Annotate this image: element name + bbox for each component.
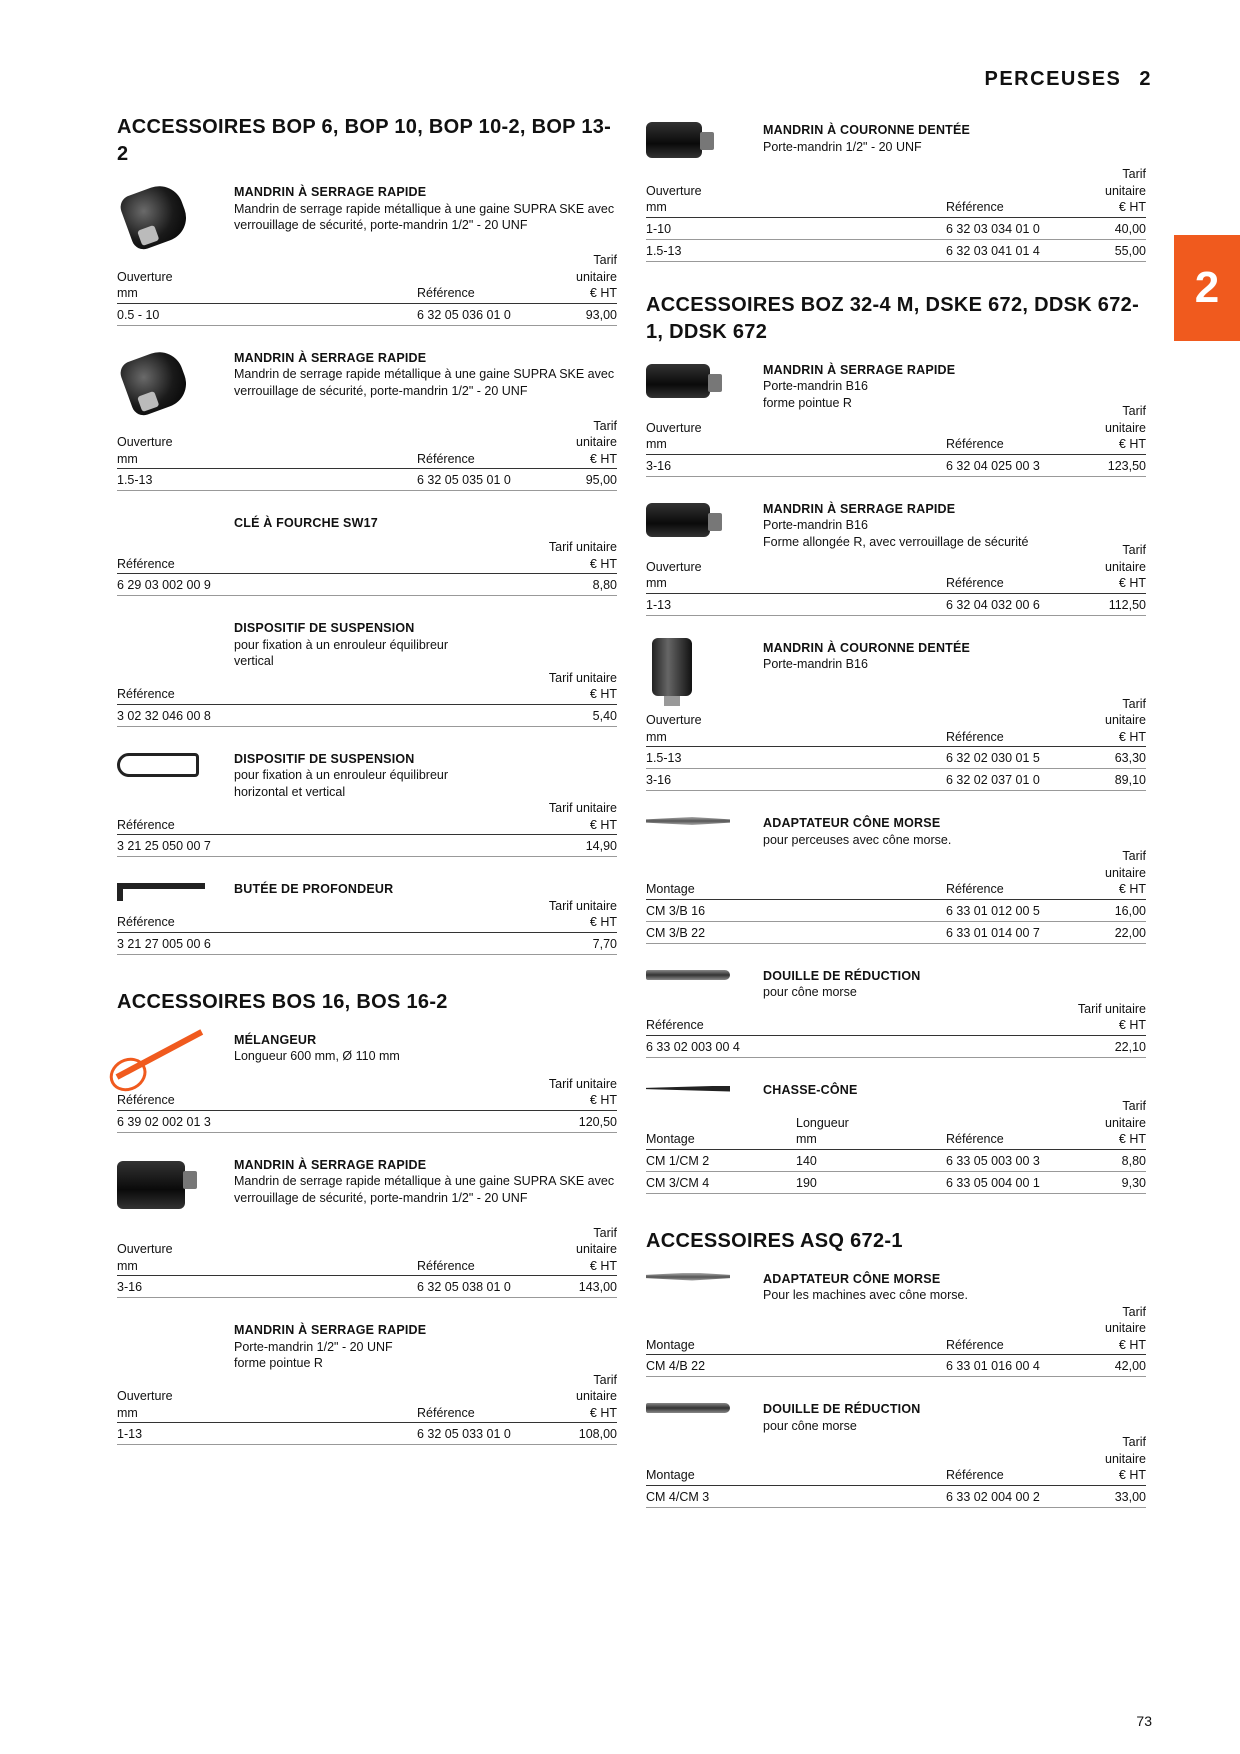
price-table: Montage Référence Tarif unitaire € HT CM 3/B 16 6 33 01 012 00 5 16,00 CM 3/B 22 6 33 01 014 00 7 22,00 [646,848,1146,944]
product-quick-chuck [646,360,1146,477]
price-table: Ouverture mm Référence Tarif unitaire € HT 1.5-13 6 32 05 035 01 0 95,00 [117,418,617,492]
price-table: Ouverture mm Référence Tarif unitaire € HT 3-16 6 32 05 038 01 0 143,00 [117,1225,617,1299]
price-table: Montage Longueur mm Référence Tarif unitaire € HT CM 1/CM 2 140 6 33 05 003 00 3 8,80 CM 3/CM 4 190 6 33 05 004 00 1 9,30 [646,1098,1146,1194]
product-name: MANDRIN À SERRAGE RAPIDE [234,1157,427,1172]
table-row: 1-13 6 32 05 033 01 0 108,00 [117,1423,617,1445]
product-name: DISPOSITIF DE SUSPENSION [234,751,415,766]
product-desc: pour cône morse [763,985,857,999]
product-depth-stop [117,879,617,955]
table-row: CM 3/B 22 6 33 01 014 00 7 22,00 [646,921,1146,943]
price-table: Référence Tarif unitaire € HT 3 21 25 050 00 7 14,90 [117,800,617,857]
price-table: Référence Tarif unitaire € HT 6 33 02 003 00 4 22,10 [646,1001,1146,1058]
section-title: ACCESSOIRES ASQ 672-1 [646,1229,903,1252]
product-quick-chuck [646,499,1146,616]
table-row: 6 29 03 002 00 9 8,80 [117,574,617,596]
product-quick-chuck [117,348,617,492]
product-desc: Porte-mandrin B16 [763,518,868,532]
table-row: 1.5-13 6 32 05 035 01 0 95,00 [117,469,617,491]
table-row: 3 21 25 050 00 7 14,90 [117,835,617,857]
table-row: 6 39 02 002 01 3 120,50 [117,1110,617,1132]
product-name: CLÉ À FOURCHE SW17 [234,516,378,530]
product-desc: forme pointue R [763,395,852,410]
table-row: CM 3/CM 4 190 6 33 05 004 00 1 9,30 [646,1171,1146,1193]
product-desc: pour cône morse [763,1418,857,1433]
header-chapter: 2 [1139,68,1152,90]
product-desc: pour fixation à un enrouleur équilibreur horizontal et vertical [234,768,449,799]
drift-icon [646,1080,763,1098]
product-drift [646,1080,1146,1194]
product-reduction-sleeve [646,966,1146,1058]
price-table: Référence Tarif unitaire € HT 3 21 27 005 00 6 7,70 [117,898,617,955]
product-desc: Mandrin de serrage rapide métallique à une gaine SUPRA SKE avec verrouillage de sécurité, porte-mandrin 1/2" - 20 UNF [234,367,615,398]
price-table: Ouverture mm Référence Tarif unitaire € HT 1-10 6 32 03 034 01 0 40,00 1.5-13 6 32 03 041 01 4 55,00 [646,166,1146,262]
chuck-icon [646,499,763,549]
table-row: 6 33 02 003 00 4 22,10 [646,1035,1146,1057]
right-column [646,120,1146,1530]
product-morse-adapter [646,1269,1146,1378]
section-title: ACCESSOIRES BOP 6, BOP 10, BOP 10-2, BOP 13-2 [117,116,612,165]
table-row: 3-16 6 32 05 038 01 0 143,00 [117,1276,617,1298]
table-row: 3-16 6 32 04 025 00 3 123,50 [646,454,1146,476]
chuck-icon [117,348,234,418]
product-desc: Mandrin de serrage rapide métallique à une gaine SUPRA SKE avec verrouillage de sécurité, porte-mandrin 1/2" - 20 UNF [234,1174,615,1205]
product-mixer [117,1030,617,1133]
table-row: 0.5 - 10 6 32 05 036 01 0 93,00 [117,303,617,325]
chuck-icon [117,182,234,252]
product-reduction-sleeve [646,1399,1146,1508]
table-row: 3 02 32 046 00 8 5,40 [117,704,617,726]
product-name: DOUILLE DE RÉDUCTION [763,968,921,983]
price-table: Ouverture mm Référence Tarif unitaire € HT 1.5-13 6 32 02 030 01 5 63,30 3-16 6 32 02 037 01 0 89,10 [646,696,1146,792]
product-quick-chuck [117,1155,617,1299]
sleeve-icon [646,1399,763,1425]
table-row: CM 4/B 22 6 33 01 016 00 4 42,00 [646,1355,1146,1377]
table-row: CM 3/B 16 6 33 01 012 00 5 16,00 [646,899,1146,921]
product-desc: Longueur 600 mm, Ø 110 mm [234,1049,400,1063]
price-table: Montage Référence Tarif unitaire € HT CM 4/B 22 6 33 01 016 00 4 42,00 [646,1304,1146,1378]
product-desc: pour fixation à un enrouleur équilibreur vertical [234,637,449,668]
geared-chuck-icon [646,638,763,696]
morse-adapter-icon [646,813,763,839]
product-desc: Pour les machines avec cône morse. [763,1288,968,1302]
product-quick-chuck [117,182,617,326]
product-name: BUTÉE DE PROFONDEUR [234,882,394,896]
product-name: MANDRIN À SERRAGE RAPIDE [234,185,427,199]
price-table: Ouverture mm Référence Tarif unitaire € HT 0.5 - 10 6 32 05 036 01 0 93,00 [117,252,617,326]
table-row: 1-10 6 32 03 034 01 0 40,00 [646,217,1146,239]
product-morse-adapter [646,813,1146,944]
price-table: Montage Référence Tarif unitaire € HT CM 4/CM 3 6 33 02 004 00 2 33,00 [646,1434,1146,1508]
product-name: CHASSE-CÔNE [763,1082,858,1097]
chuck-icon [646,360,763,410]
product-name: MANDRIN À SERRAGE RAPIDE [234,350,427,365]
product-quick-chuck [117,1320,617,1445]
depth-stop-icon [117,879,234,897]
price-table: Ouverture mm Référence Tarif unitaire € HT 3-16 6 32 04 025 00 3 123,50 [646,403,1146,477]
product-name: MANDRIN À COURONNE DENTÉE [763,640,971,655]
table-row: 1.5-13 6 32 03 041 01 4 55,00 [646,239,1146,261]
hanger-icon [117,749,234,775]
table-row: 3-16 6 32 02 037 01 0 89,10 [646,769,1146,791]
product-wrench [117,513,617,596]
price-table: Ouverture mm Référence Tarif unitaire € HT 1-13 6 32 04 032 00 6 112,50 [646,542,1146,616]
page-number: 73 [1136,1713,1152,1729]
product-desc: Porte-mandrin B16 [763,657,868,671]
chapter-tab: 2 [1174,235,1240,341]
product-geared-chuck [646,120,1146,262]
morse-adapter-icon [646,1269,763,1295]
geared-chuck-icon [646,120,763,166]
chuck-icon [117,1155,234,1225]
product-desc: pour perceuses avec cône morse. [763,832,952,847]
table-row: 1-13 6 32 04 032 00 6 112,50 [646,593,1146,615]
product-desc: Mandrin de serrage rapide métallique à une gaine SUPRA SKE avec verrouillage de sécurité, porte-mandrin 1/2" - 20 UNF [234,201,615,232]
product-name: MANDRIN À COURONNE DENTÉE [763,123,971,137]
price-table: Ouverture mm Référence Tarif unitaire € HT 1-13 6 32 05 033 01 0 108,00 [117,1372,617,1446]
product-name: DOUILLE DE RÉDUCTION [763,1402,921,1416]
product-name: DISPOSITIF DE SUSPENSION [234,621,415,635]
table-row: CM 1/CM 2 140 6 33 05 003 00 3 8,80 [646,1149,1146,1171]
section-title: ACCESSOIRES BOS 16, BOS 16-2 [117,990,448,1013]
product-desc: Porte-mandrin 1/2" - 20 UNF [763,139,922,154]
product-name: ADAPTATEUR CÔNE MORSE [763,816,941,830]
product-name: MANDRIN À SERRAGE RAPIDE [763,501,956,516]
product-geared-chuck [646,638,1146,792]
mixer-icon [117,1030,234,1076]
product-name: MÉLANGEUR [234,1032,317,1047]
product-desc: forme pointue R [234,1356,323,1370]
product-name: MANDRIN À SERRAGE RAPIDE [234,1323,427,1337]
section-title: ACCESSOIRES BOZ 32-4 M, DSKE 672, DDSK 672-1, DDSK 672 [646,293,1140,343]
product-desc: Porte-mandrin 1/2" - 20 UNF [234,1339,393,1354]
product-suspension [117,618,617,727]
table-row: 1.5-13 6 32 02 030 01 5 63,30 [646,747,1146,769]
table-row: 3 21 27 005 00 6 7,70 [117,932,617,954]
product-name: MANDRIN À SERRAGE RAPIDE [763,362,956,377]
left-column [117,114,617,1467]
product-suspension [117,749,617,858]
product-name: ADAPTATEUR CÔNE MORSE [763,1271,941,1286]
sleeve-icon [646,966,763,992]
page-header [985,68,1153,91]
table-row: CM 4/CM 3 6 33 02 004 00 2 33,00 [646,1485,1146,1507]
header-title: PERCEUSES [984,68,1122,90]
price-table: Référence Tarif unitaire € HT 3 02 32 046 00 8 5,40 [117,670,617,727]
price-table: Référence Tarif unitaire € HT 6 29 03 002 00 9 8,80 [117,539,617,596]
product-desc: Forme allongée R, avec verrouillage de sécurité [763,534,1029,549]
price-table: Référence Tarif unitaire € HT 6 39 02 002 01 3 120,50 [117,1076,617,1133]
product-desc: Porte-mandrin B16 [763,379,868,393]
